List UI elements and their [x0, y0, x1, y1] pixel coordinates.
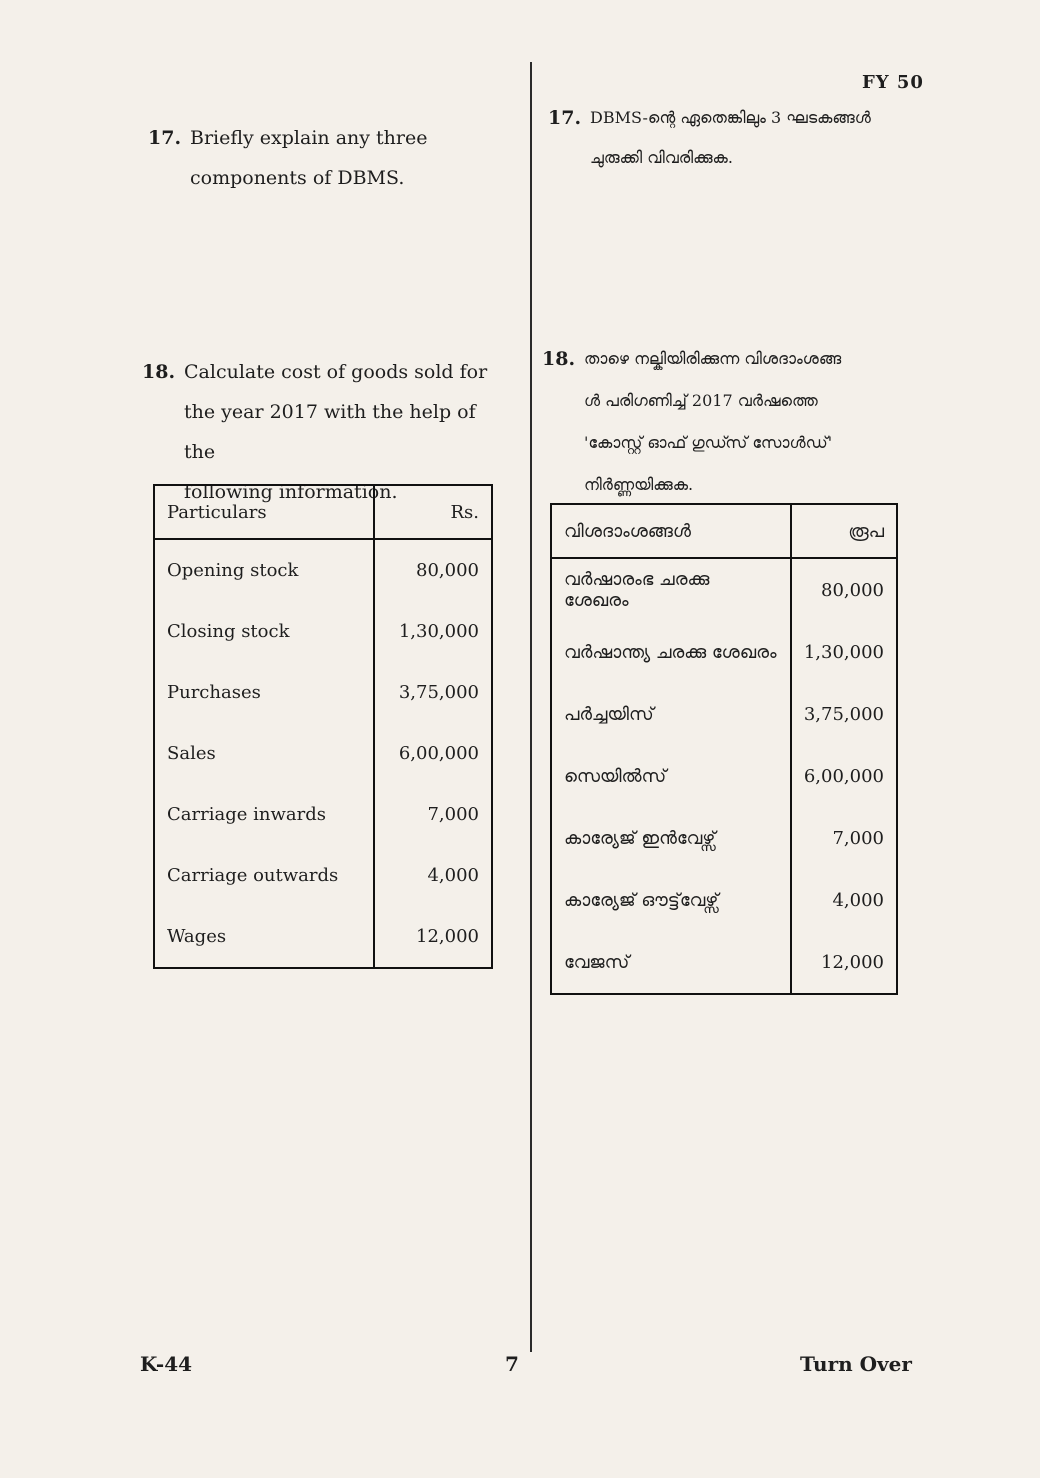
row-amount: 80,000 [791, 558, 897, 621]
row-label: Closing stock [154, 601, 374, 662]
row-amount: 12,000 [791, 931, 897, 994]
row-amount: 7,000 [791, 807, 897, 869]
table-row [154, 906, 492, 968]
question-line: Briefly explain any three [190, 127, 428, 149]
table-header-row [551, 504, 897, 558]
row-amount: 4,000 [374, 845, 492, 906]
row-label: Carriage outwards [154, 845, 374, 906]
row-amount: 6,00,000 [791, 745, 897, 807]
row-amount: 4,000 [791, 869, 897, 931]
question-line: ൾ പരിഗണിച്ച് 2017 വർഷത്തെ [584, 391, 818, 410]
particulars-table-english [153, 484, 493, 969]
column-divider [530, 62, 532, 1352]
row-amount: 1,30,000 [374, 601, 492, 662]
row-amount: 3,75,000 [791, 683, 897, 745]
row-label: വർഷാന്ത്യ ചരക്കു ശേഖരം [551, 621, 791, 683]
header-amount: Rs. [374, 485, 492, 539]
turn-over-note: Turn Over [800, 1352, 912, 1376]
table-row [154, 723, 492, 784]
table-row [551, 807, 897, 869]
row-label: Opening stock [154, 539, 374, 601]
row-label: വർഷാരംഭ ചരക്കു ശേഖരം [551, 558, 791, 621]
row-amount: 3,75,000 [374, 662, 492, 723]
question-number: 17. [148, 127, 182, 149]
table-row [551, 558, 897, 621]
row-amount: 12,000 [374, 906, 492, 968]
footer-code: K-44 [140, 1352, 193, 1376]
question-line: components of DBMS. [190, 167, 405, 189]
question-line: Calculate cost of goods sold for [184, 361, 488, 383]
row-amount: 7,000 [374, 784, 492, 845]
question-line: നിർണ്ണയിക്കുക. [584, 475, 694, 494]
row-label: Sales [154, 723, 374, 784]
table-header-row [154, 485, 492, 539]
row-label: പർച്ചയിസ് [551, 683, 791, 745]
table-row [154, 784, 492, 845]
question-line: following information. [184, 481, 398, 503]
table-row [551, 745, 897, 807]
table-row [154, 601, 492, 662]
row-label: വേജസ് [551, 931, 791, 994]
table-row [551, 683, 897, 745]
question-line: the year 2017 with the help of the [184, 401, 476, 463]
question-text [584, 338, 841, 506]
question-number: 17. [548, 107, 582, 129]
question-line: ചുരുക്കി വിവരിക്കുക. [590, 148, 733, 167]
header-amount: രൂപ [791, 504, 897, 558]
table-row [154, 662, 492, 723]
paper-code: FY 50 [862, 72, 924, 93]
table-row [551, 931, 897, 994]
table-row [154, 539, 492, 601]
header-particulars: വിശദാംശങ്ങൾ [551, 504, 791, 558]
question-line: താഴെ നല്കിയിരിക്കുന്ന വിശദാംശങ്ങ [584, 349, 842, 368]
question-number: 18. [542, 348, 576, 370]
row-label: Wages [154, 906, 374, 968]
question-line: DBMS-ന്റെ ഏതെങ്കിലും 3 ഘടകങ്ങൾ [590, 108, 871, 127]
row-label: സെയിൽസ് [551, 745, 791, 807]
particulars-table-malayalam [550, 503, 898, 995]
question-text [190, 118, 427, 198]
row-label: കാര്യേജ് ഔട്ട്‌വേഴ്സ് [551, 869, 791, 931]
question-text [590, 98, 871, 178]
page-number: 7 [505, 1352, 519, 1376]
row-amount: 1,30,000 [791, 621, 897, 683]
question-line: 'കോസ്റ്റ് ഓഫ് ഗുഡ്സ് സോൾഡ്' [584, 433, 833, 452]
header-particulars: Particulars [154, 485, 374, 539]
question-number: 18. [142, 361, 176, 383]
row-amount: 80,000 [374, 539, 492, 601]
row-amount: 6,00,000 [374, 723, 492, 784]
row-label: Carriage inwards [154, 784, 374, 845]
row-label: Purchases [154, 662, 374, 723]
table-row [551, 869, 897, 931]
table-row [154, 845, 492, 906]
row-label: കാര്യേജ് ഇൻവേഴ്സ് [551, 807, 791, 869]
table-row [551, 621, 897, 683]
